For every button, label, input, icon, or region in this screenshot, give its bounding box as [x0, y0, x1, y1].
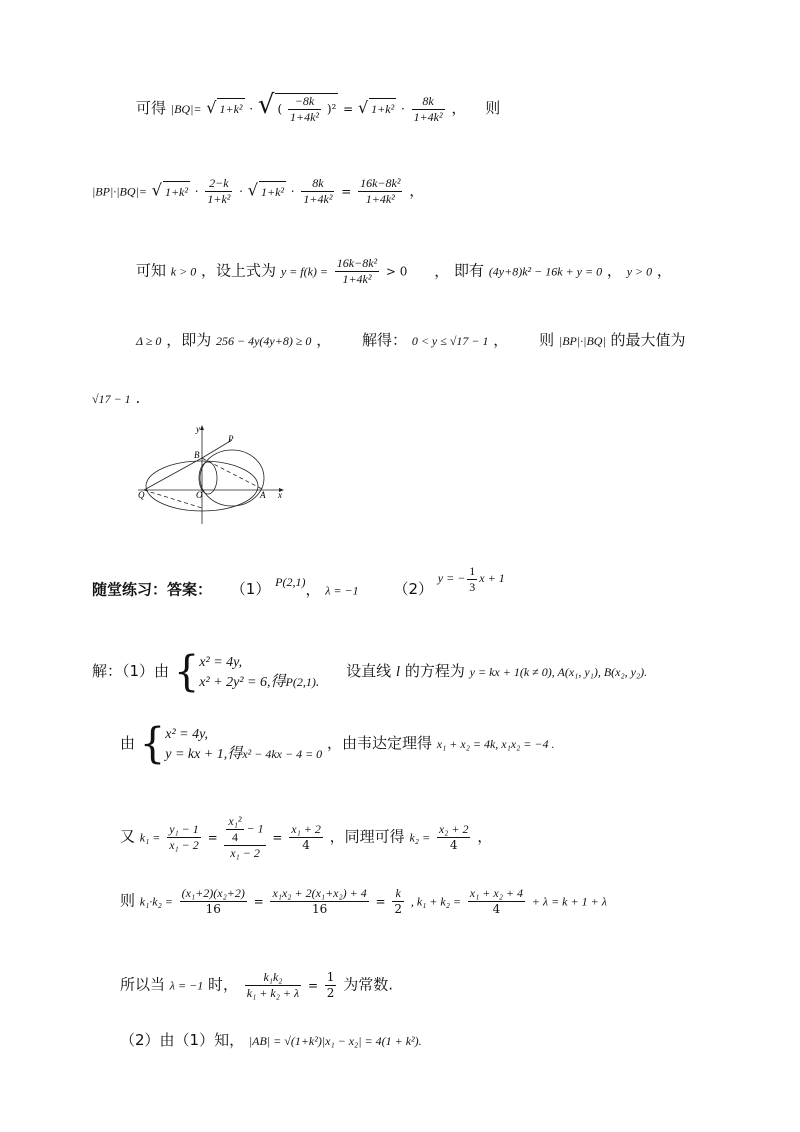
- practice-heading-line: 随堂练习：答案： （1） $^{P(2,1)}$， λ = −1 （2） $^{y = - \frac{1}{3} x + 1}$: [92, 564, 505, 599]
- text-changshu: 为常数.: [343, 975, 393, 994]
- text-defangcheng: 的方程为: [404, 662, 465, 680]
- sqrt-1k2-a: 1+k²: [217, 98, 244, 119]
- label-x: x: [278, 490, 282, 500]
- part1-marker: （1）: [230, 580, 271, 599]
- text-ze3: 则: [120, 891, 136, 910]
- formula-bp-bq: |BP|·|BQ|= √ 1+k² · $\frac{2-k}{\text{1+k²}}$ · √ 1+k² · $\frac{8k}{\text{1+4k²}}$ = $\frac{\text{16k−8k²}}{\text{1+4k²}}$ ，: [92, 176, 425, 206]
- ellipse-figure: [136, 422, 286, 527]
- practice-heading: 随堂练习：答案：: [92, 580, 213, 599]
- text-dede: 得: [270, 671, 286, 690]
- label-p: P: [228, 434, 234, 444]
- label-o: O: [196, 490, 203, 500]
- line-answer: [92, 388, 140, 409]
- quad-x: x² − 4kx − 4 = 0: [242, 746, 323, 761]
- text-ze: 则: [485, 99, 501, 117]
- solution-line-5: 所以当 λ = −1 时， $\frac{\text{k₁k₂}}{\text{k₁ + k₂ + λ}}$ = $\frac{1}{2}$ 为常数.: [120, 970, 393, 1000]
- solution-line-1: 解：（1）由 { x² = 4y, x² + 2y² = 6,得P(2,1). 设直线 l 的方程为 y = kx + 1(k ≠ 0), A(x₁, y₁), B(x₂, y₂).: [92, 647, 648, 697]
- vieta: x₁ + x₂ = 4k, x₁x₂ = −4 .: [436, 737, 555, 751]
- label-a: A: [260, 490, 266, 500]
- text-you2: 由: [120, 734, 136, 752]
- solution-line-3: 又 k₁ = $\frac{\text{y₁ − 1}}{\text{x₁ − 2}}$ = $\frac{\text{x₁²}}{4}$ − 1 x₁ − 2 = $\frac{\text{x₁ + 2}}{4}$ ，同理可得 k₂ = $\frac{\text{x₂ + 2}}{4}$ ，: [120, 814, 493, 860]
- sqrt-frac: ( $\frac{-8k}{\text{1+4k²}}$ )²: [277, 94, 337, 124]
- line-equation: y = kx + 1(k ≠ 0), A(x₁, y₁), B(x₂, y₂).: [469, 665, 648, 679]
- label-q: Q: [138, 490, 145, 500]
- text-part2: （2）由（1）知，: [120, 1031, 245, 1049]
- answer-point: P(2,1): [275, 575, 306, 590]
- period: .: [135, 389, 141, 407]
- line-ba: [202, 458, 264, 490]
- f-lhs: y = f(k) =: [280, 264, 328, 279]
- text-jiyou: 即有: [454, 261, 485, 280]
- y-positive: y > 0: [626, 264, 653, 279]
- k-positive: k > 0: [170, 264, 197, 279]
- text-ze2: 则: [539, 331, 555, 349]
- formula-bq: 可得 |BQ|= √ 1+k² · √ ( $\frac{-8k}{\text{1+4k²}}$ )² = √ 1+k² · $\frac{8k}{\text{1+4k²}}$ ， 则: [136, 90, 501, 124]
- disc-ineq: 256 − 4y(4y+8) ≥ 0: [216, 334, 312, 348]
- solution-line-4: 则 k₁·k₂ = $\frac{\text{(x₁+2)(x₂+2)}}{16}$ = $\frac{\text{x₁x₂ + 2(x₁+x₂) + 4}}{16}$ = $\frac{k}{2}$ , k₁ + k₂ = $\frac{\text{x₁ + x₂ + 4}}{4}$ + λ = k + 1 + λ: [120, 886, 607, 916]
- text-weida: ，由韦达定理得: [326, 734, 432, 752]
- text-tongli: ，同理可得: [329, 827, 405, 846]
- sqrt-1k2-b: 1+k²: [369, 98, 396, 119]
- line-f-of-k: 可知 k > 0 ，设上式为 y = f(k) = $\frac{\text{16k−8k²}}{\text{1+4k²}}$ > 0 ， 即有 (4y+8)k² − 16k + y = 0 ， y > 0 ，: [136, 256, 672, 286]
- text-de2: 得: [227, 743, 243, 762]
- bq-lhs: |BQ|=: [170, 102, 202, 116]
- text-zuidazhi: 的最大值为: [610, 331, 686, 349]
- text-you3: 又: [120, 827, 136, 846]
- solution-line-6: [120, 1030, 422, 1051]
- max-expr: |BP|·|BQ|: [558, 334, 606, 348]
- delta-cond: Δ ≥ 0: [136, 334, 162, 348]
- label-y: y: [196, 424, 200, 434]
- circle: [200, 450, 264, 506]
- text-jiwei: ，即为: [166, 331, 212, 349]
- text-kezhi: 可知: [136, 261, 167, 280]
- ab-length: |AB| = √(1+k²)|x₁ − x₂| = 4(1 + k²).: [248, 1034, 422, 1048]
- solution-line-2: 由 { x² = 4y, y = kx + 1,得x² − 4kx − 4 = 0 ，由韦达定理得 x₁ + x₂ = 4k, x₁x₂ = −4 .: [120, 719, 555, 769]
- text-shi: 时，: [207, 975, 238, 994]
- bp-bq-lhs: |BP|·|BQ|=: [92, 184, 147, 199]
- label-b: B: [194, 450, 200, 460]
- text-kede: 可得: [136, 99, 167, 117]
- line-discriminant: Δ ≥ 0 ，即为 256 − 4y(4y+8) ≥ 0 ， 解得： 0 < y ≤ √17 − 1 ， 则 |BP|·|BQ| 的最大值为: [136, 331, 686, 349]
- line-name-l: l: [395, 664, 401, 680]
- point-p: P(2,1): [285, 674, 316, 689]
- answer-lambda: λ = −1: [325, 583, 359, 598]
- text-jiede: 解得：: [362, 331, 408, 349]
- text-suoyi: 所以当: [120, 975, 166, 994]
- eq-quadratic-y: (4y+8)k² − 16k + y = 0: [488, 264, 603, 279]
- lambda-cond: λ = −1: [169, 978, 204, 993]
- answer-value: √17 − 1: [92, 392, 131, 406]
- y-range: 0 < y ≤ √17 − 1: [411, 334, 489, 348]
- text-sheshangshi: ，设上式为: [201, 261, 277, 280]
- part2-marker: （2）: [393, 580, 433, 599]
- text-shezhixian: 设直线: [346, 662, 392, 680]
- dashed-lower: [144, 490, 202, 508]
- text-jie: 解：（1）由: [92, 662, 170, 680]
